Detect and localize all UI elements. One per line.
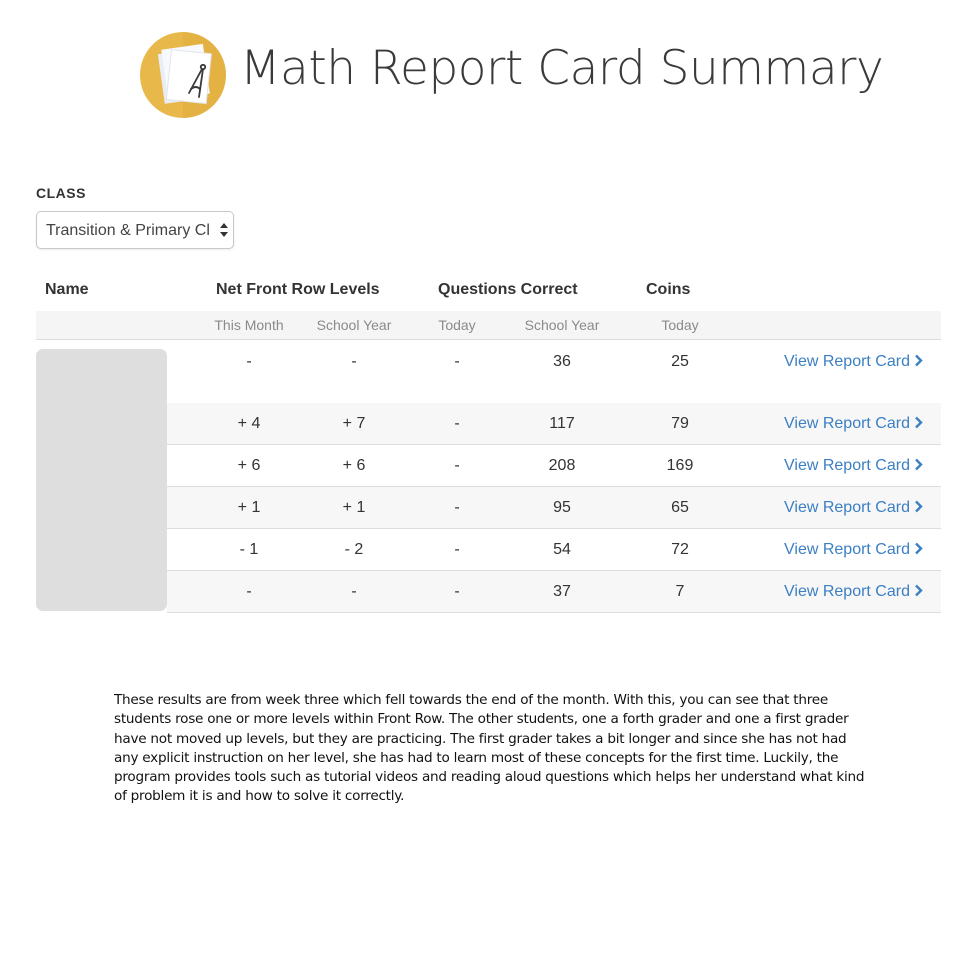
table-row	[167, 403, 941, 445]
view-report-card-link[interactable]	[784, 541, 923, 559]
view-report-card-link[interactable]	[784, 583, 923, 601]
class-select[interactable]	[36, 211, 234, 249]
view-report-card-link[interactable]	[784, 353, 923, 371]
view-report-card-label: View Report Card	[784, 499, 910, 516]
subheader-school-year-levels: School Year	[316, 317, 392, 333]
chevron-right-icon	[914, 354, 923, 367]
subheader-today-questions: Today	[438, 317, 476, 333]
chevron-right-icon	[914, 542, 923, 555]
levels-year: - 2	[344, 541, 364, 558]
table-subheader-row	[36, 311, 941, 340]
header-levels: Net Front Row Levels	[216, 281, 380, 298]
table-row	[167, 487, 941, 529]
coins-today: 25	[671, 353, 689, 370]
table-row	[167, 571, 941, 613]
levels-month: + 1	[237, 499, 261, 516]
view-report-card-label: View Report Card	[784, 541, 910, 558]
chevron-right-icon	[914, 458, 923, 471]
table-row	[167, 529, 941, 571]
student-names-redacted	[36, 349, 167, 611]
header-coins: Coins	[646, 281, 691, 298]
header-name: Name	[45, 281, 89, 298]
view-report-card-link[interactable]	[784, 457, 923, 475]
coins-today: 169	[666, 457, 694, 474]
questions-year: 117	[549, 415, 575, 432]
levels-year: -	[351, 583, 357, 600]
compass-paper-logo-icon	[139, 31, 227, 119]
questions-today: -	[454, 583, 460, 600]
subheader-this-month: This Month	[214, 317, 284, 333]
header-questions: Questions Correct	[438, 281, 578, 298]
view-report-card-link[interactable]	[784, 415, 923, 433]
levels-year: -	[351, 353, 357, 370]
select-arrows-icon	[219, 221, 229, 239]
class-filter-label: CLASS	[36, 185, 86, 201]
questions-today: -	[454, 499, 460, 516]
chevron-right-icon	[914, 584, 923, 597]
page-title: Math Report Card Summary	[240, 41, 884, 96]
coins-today: 72	[671, 541, 689, 558]
questions-today: -	[454, 457, 460, 474]
levels-month: + 4	[237, 415, 261, 432]
coins-today: 79	[671, 415, 689, 432]
questions-year: 95	[553, 499, 571, 516]
class-select-value: Transition & Primary Cl	[46, 222, 210, 239]
questions-year: 208	[548, 457, 576, 474]
questions-today: -	[454, 353, 460, 370]
table-row	[167, 340, 941, 404]
chevron-right-icon	[914, 416, 923, 429]
table-row	[167, 445, 941, 487]
view-report-card-label: View Report Card	[784, 415, 910, 432]
questions-today: -	[454, 415, 460, 432]
subheader-today-coins: Today	[661, 317, 699, 333]
questions-year: 36	[553, 353, 571, 370]
view-report-card-link[interactable]	[784, 499, 923, 517]
chevron-right-icon	[914, 500, 923, 513]
levels-year: + 6	[342, 457, 366, 474]
coins-today: 65	[671, 499, 689, 516]
levels-month: -	[246, 353, 252, 370]
summary-note: These results are from week three which fell towards the end of the month. With this, you can see that three students rose one or more levels within Front Row. The other students, one a forth grader and one a first grader have not moved up levels, but they are practicing. The first grader takes a bit longer and since she has not had any explicit instruction on her level, she has had to learn most of these concepts for the first time. Luckily, the program provides tools such as tutorial videos and reading aloud questions which helps her understand what kind of problem it is and how to solve it correctly.	[114, 692, 865, 805]
questions-today: -	[454, 541, 460, 558]
table-header-row	[36, 275, 941, 312]
levels-year: + 7	[342, 415, 366, 432]
view-report-card-label: View Report Card	[784, 353, 910, 370]
subheader-school-year-questions: School Year	[524, 317, 600, 333]
levels-month: + 6	[237, 457, 261, 474]
questions-year: 54	[553, 541, 571, 558]
coins-today: 7	[675, 583, 685, 600]
view-report-card-label: View Report Card	[784, 583, 910, 600]
levels-month: -	[246, 583, 252, 600]
view-report-card-label: View Report Card	[784, 457, 910, 474]
page-header	[139, 31, 884, 121]
levels-year: + 1	[342, 499, 366, 516]
questions-year: 37	[553, 583, 571, 600]
levels-month: - 1	[239, 541, 259, 558]
